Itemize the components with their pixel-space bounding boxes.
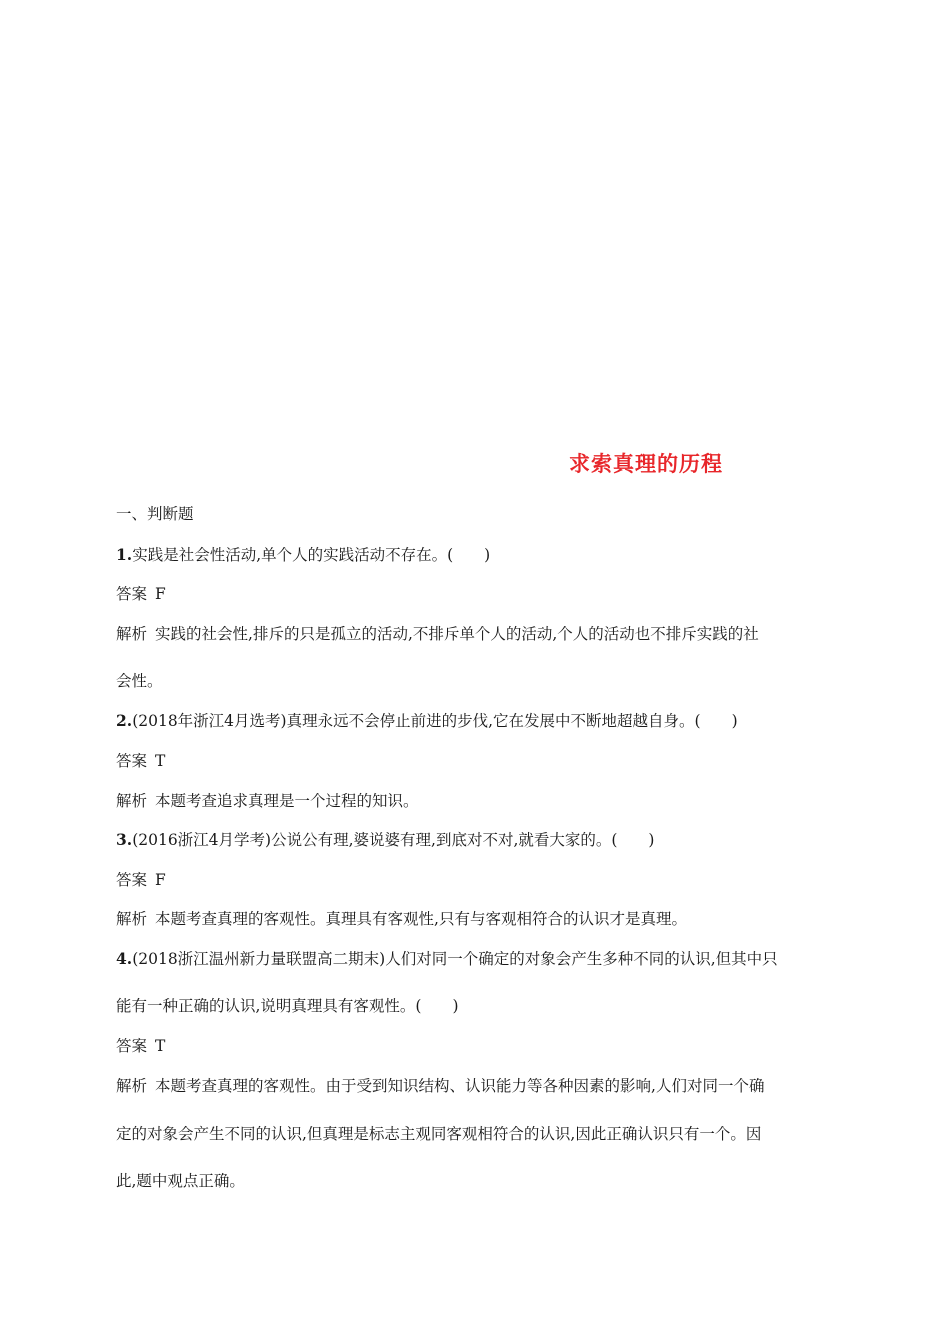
question-text: (2018年浙江4月选考)真理永远不会停止前进的步伐,它在发展中不断地超越自身。( ) xyxy=(132,712,738,730)
answer-2 xyxy=(116,751,165,771)
analysis-text: 本题考查真理的客观性。由于受到知识结构、认识能力等各种因素的影响,人们对同一个确 xyxy=(155,1077,765,1095)
analysis-text: 本题考查真理的客观性。真理具有客观性,只有与客观相符合的认识才是真理。 xyxy=(155,910,687,928)
analysis-label: 解析 xyxy=(116,625,148,643)
answer-1 xyxy=(116,584,166,604)
answer-3 xyxy=(116,870,166,890)
question-2 xyxy=(116,711,738,731)
answer-label: 答案 xyxy=(116,1037,148,1055)
question-1 xyxy=(116,545,490,565)
question-text: (2016浙江4月学考)公说公有理,婆说婆有理,到底对不对,就看大家的。( ) xyxy=(132,831,655,849)
analysis-1 xyxy=(116,624,759,644)
question-4 xyxy=(116,949,778,969)
question-number: 3. xyxy=(116,830,133,849)
page-title: 求索真理的历程 xyxy=(569,452,723,476)
analysis-label: 解析 xyxy=(116,792,148,810)
question-text: (2018浙江温州新力量联盟高二期末)人们对同一个确定的对象会产生多种不同的认识,但其中只 xyxy=(132,950,778,968)
analysis-label: 解析 xyxy=(116,910,148,928)
section-heading: 一、判断题 xyxy=(116,505,194,523)
question-3 xyxy=(116,830,654,850)
analysis-3 xyxy=(116,909,687,929)
analysis-text: 本题考查追求真理是一个过程的知识。 xyxy=(155,792,419,810)
question-number: 4. xyxy=(116,949,133,968)
answer-4 xyxy=(116,1036,165,1056)
analysis-4-cont: 定的对象会产生不同的认识,但真理是标志主观同客观相符合的认识,因此正确认识只有一个。因 xyxy=(116,1125,762,1143)
answer-label: 答案 xyxy=(116,871,148,889)
analysis-2 xyxy=(116,791,419,811)
analysis-1-cont: 会性。 xyxy=(116,672,163,690)
answer-value: F xyxy=(155,871,166,889)
analysis-text: 实践的社会性,排斥的只是孤立的活动,不排斥单个人的活动,个人的活动也不排斥实践的社 xyxy=(155,625,759,643)
question-4-cont: 能有一种正确的认识,说明真理具有客观性。( ) xyxy=(116,997,459,1015)
answer-value: T xyxy=(155,1037,166,1055)
answer-value: T xyxy=(155,752,166,770)
answer-label: 答案 xyxy=(116,585,148,603)
analysis-label: 解析 xyxy=(116,1077,148,1095)
question-number: 1. xyxy=(116,545,133,564)
answer-value: F xyxy=(155,585,166,603)
answer-label: 答案 xyxy=(116,752,148,770)
analysis-4-cont: 此,题中观点正确。 xyxy=(116,1172,245,1190)
analysis-4 xyxy=(116,1076,764,1096)
question-number: 2. xyxy=(116,711,133,730)
question-text: 实践是社会性活动,单个人的实践活动不存在。( ) xyxy=(132,546,491,564)
